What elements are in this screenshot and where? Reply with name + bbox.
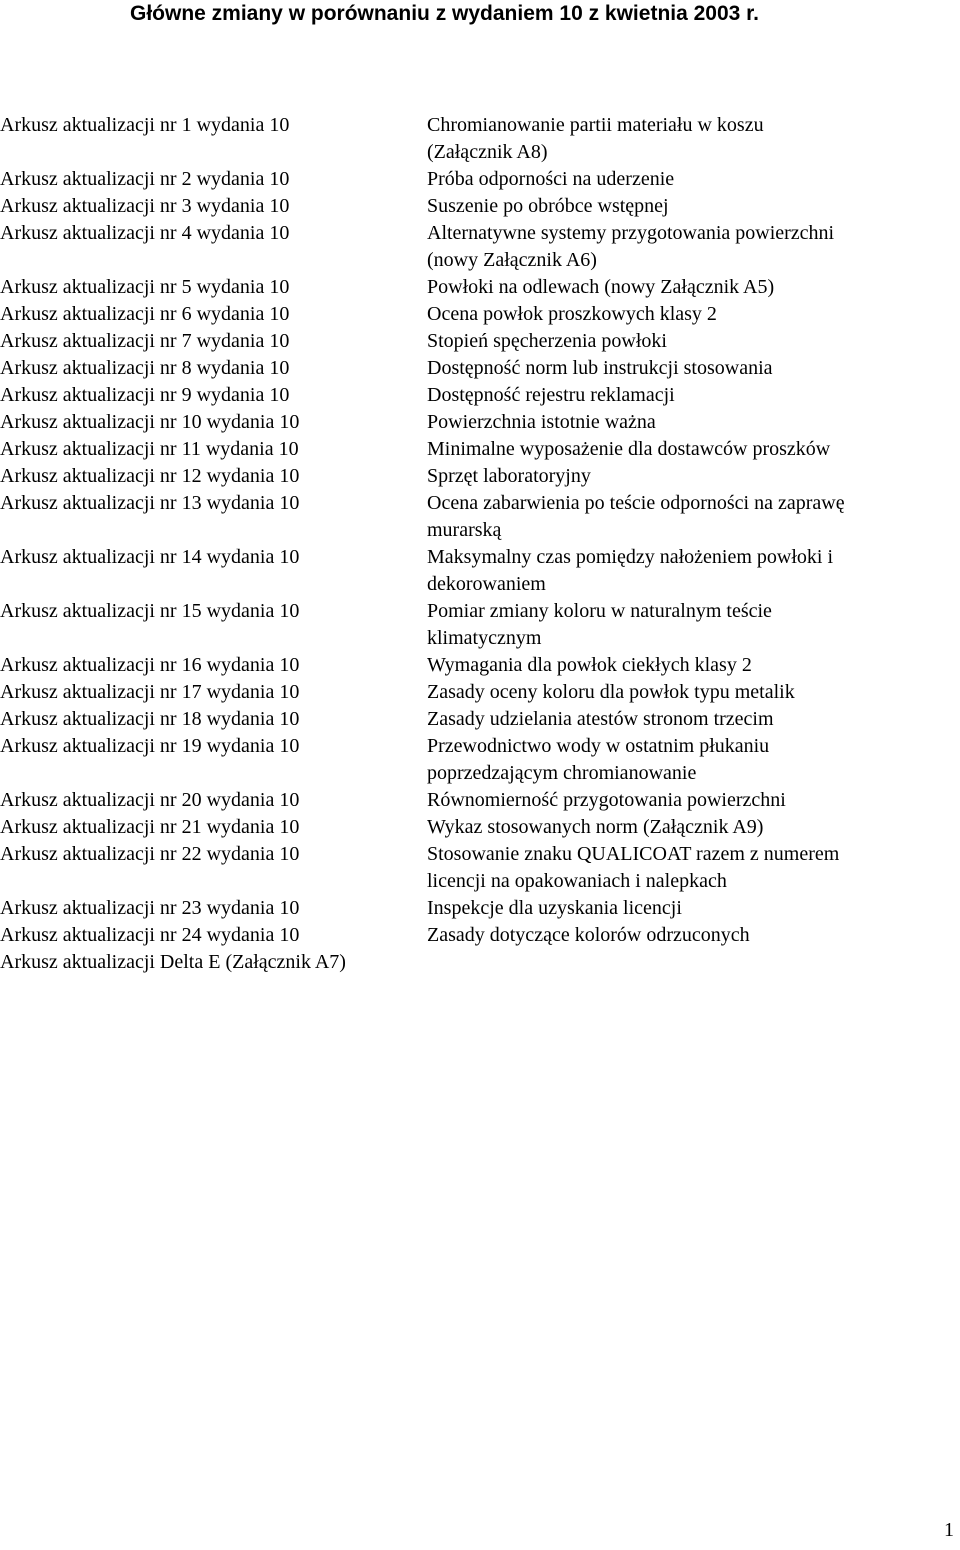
update-sheet-label: Arkusz aktualizacji nr 17 wydania 10 <box>0 681 300 703</box>
change-description <box>427 274 927 301</box>
change-description <box>427 328 927 355</box>
change-description-line: Chromianowanie partii materiału w koszu <box>427 114 764 136</box>
change-description <box>427 895 927 922</box>
list-item <box>0 112 960 166</box>
list-item <box>0 193 960 220</box>
change-description-line: Alternatywne systemy przygotowania powierzchni <box>427 222 835 244</box>
list-item <box>0 301 960 328</box>
change-description <box>427 490 927 544</box>
change-description <box>427 814 927 841</box>
change-description-line: (nowy Załącznik A6) <box>427 249 597 271</box>
change-description <box>427 220 927 274</box>
list-item <box>0 166 960 193</box>
change-description <box>427 355 927 382</box>
list-item <box>0 490 960 544</box>
change-description <box>427 652 927 679</box>
change-description <box>427 112 927 166</box>
list-item <box>0 355 960 382</box>
change-description-line: Dostępność norm lub instrukcji stosowania <box>427 357 773 379</box>
update-sheet-label: Arkusz aktualizacji nr 22 wydania 10 <box>0 843 300 865</box>
update-sheet-label: Arkusz aktualizacji nr 2 wydania 10 <box>0 168 290 190</box>
change-description <box>427 544 927 598</box>
change-description-line: Minimalne wyposażenie dla dostawców proszków <box>427 438 831 460</box>
change-description-line: Zasady dotyczące kolorów odrzuconych <box>427 924 750 946</box>
change-description-line: dekorowaniem <box>427 573 546 595</box>
change-description <box>440 949 940 976</box>
change-description <box>427 733 927 787</box>
update-sheet-label: Arkusz aktualizacji nr 11 wydania 10 <box>0 438 299 460</box>
change-description-line: Stopień spęcherzenia powłoki <box>427 330 667 352</box>
change-description <box>427 598 927 652</box>
change-description <box>427 382 927 409</box>
update-sheet-label: Arkusz aktualizacji nr 20 wydania 10 <box>0 789 300 811</box>
update-sheet-label: Arkusz aktualizacji nr 15 wydania 10 <box>0 600 300 622</box>
update-sheet-label: Arkusz aktualizacji nr 18 wydania 10 <box>0 708 300 730</box>
list-item <box>0 652 960 679</box>
change-description-line: Pomiar zmiany koloru w naturalnym teście <box>427 600 772 622</box>
change-description-line: Zasady oceny koloru dla powłok typu metalik <box>427 681 795 703</box>
list-item <box>0 733 960 787</box>
list-item <box>0 436 960 463</box>
list-item <box>0 922 960 949</box>
change-description-line: Ocena zabarwienia po teście odporności na zaprawę <box>427 492 845 514</box>
list-item <box>0 949 960 976</box>
change-description-line: poprzedzającym chromianowanie <box>427 762 697 784</box>
update-sheet-label: Arkusz aktualizacji nr 7 wydania 10 <box>0 330 290 352</box>
list-item <box>0 679 960 706</box>
change-description-line: Sprzęt laboratoryjny <box>427 465 591 487</box>
change-description-line: murarską <box>427 519 502 541</box>
change-description-line: Zasady udzielania atestów stronom trzecim <box>427 708 774 730</box>
change-description-line: Ocena powłok proszkowych klasy 2 <box>427 303 717 325</box>
change-description-line: Wykaz stosowanych norm (Załącznik A9) <box>427 816 764 838</box>
change-description <box>427 922 927 949</box>
change-description-line: Przewodnictwo wody w ostatnim płukaniu <box>427 735 770 757</box>
update-sheet-label: Arkusz aktualizacji nr 8 wydania 10 <box>0 357 290 379</box>
update-sheet-label: Arkusz aktualizacji nr 4 wydania 10 <box>0 222 290 244</box>
update-sheet-label: Arkusz aktualizacji nr 1 wydania 10 <box>0 114 290 136</box>
list-item <box>0 274 960 301</box>
change-description <box>427 436 927 463</box>
list-item <box>0 409 960 436</box>
list-item <box>0 382 960 409</box>
page-title: Główne zmiany w porównaniu z wydaniem 10 z kwietnia 2003 r. <box>130 2 760 25</box>
change-description-line: Wymagania dla powłok ciekłych klasy 2 <box>427 654 752 676</box>
update-sheet-label: Arkusz aktualizacji nr 24 wydania 10 <box>0 924 300 946</box>
change-description <box>427 841 927 895</box>
change-description-line: Równomierność przygotowania powierzchni <box>427 789 786 811</box>
update-sheet-label: Arkusz aktualizacji nr 19 wydania 10 <box>0 735 300 757</box>
list-item <box>0 706 960 733</box>
change-description-line: Suszenie po obróbce wstępnej <box>427 195 669 217</box>
page-number: 1 <box>944 1519 954 1541</box>
update-sheet-list <box>0 112 960 976</box>
update-sheet-label: Arkusz aktualizacji nr 6 wydania 10 <box>0 303 290 325</box>
update-sheet-label: Arkusz aktualizacji nr 21 wydania 10 <box>0 816 300 838</box>
change-description-line: Powłoki na odlewach (nowy Załącznik A5) <box>427 276 775 298</box>
change-description-line: (Załącznik A8) <box>427 141 548 163</box>
change-description-line: Dostępność rejestru reklamacji <box>427 384 675 406</box>
list-item <box>0 787 960 814</box>
update-sheet-label: Arkusz aktualizacji nr 10 wydania 10 <box>0 411 300 433</box>
list-item <box>0 220 960 274</box>
change-description <box>427 787 927 814</box>
update-sheet-label: Arkusz aktualizacji Delta E (Załącznik A7) <box>0 951 346 973</box>
change-description-line: klimatycznym <box>427 627 542 649</box>
change-description-line: licencji na opakowaniach i nalepkach <box>427 870 727 892</box>
change-description-line: Powierzchnia istotnie ważna <box>427 411 656 433</box>
list-item <box>0 598 960 652</box>
list-item <box>0 814 960 841</box>
update-sheet-label: Arkusz aktualizacji nr 23 wydania 10 <box>0 897 300 919</box>
update-sheet-label: Arkusz aktualizacji nr 5 wydania 10 <box>0 276 290 298</box>
update-sheet-label: Arkusz aktualizacji nr 13 wydania 10 <box>0 492 300 514</box>
update-sheet-label: Arkusz aktualizacji nr 12 wydania 10 <box>0 465 300 487</box>
change-description-line: Maksymalny czas pomiędzy nałożeniem powłoki i <box>427 546 834 568</box>
change-description <box>427 409 927 436</box>
update-sheet-label: Arkusz aktualizacji nr 9 wydania 10 <box>0 384 290 406</box>
change-description <box>427 166 927 193</box>
change-description-line: Inspekcje dla uzyskania licencji <box>427 897 682 919</box>
update-sheet-label: Arkusz aktualizacji nr 14 wydania 10 <box>0 546 300 568</box>
update-sheet-label: Arkusz aktualizacji nr 16 wydania 10 <box>0 654 300 676</box>
change-description <box>427 463 927 490</box>
change-description <box>427 706 927 733</box>
list-item <box>0 463 960 490</box>
update-sheet-label: Arkusz aktualizacji nr 3 wydania 10 <box>0 195 290 217</box>
list-item <box>0 895 960 922</box>
change-description <box>427 679 927 706</box>
change-description <box>427 301 927 328</box>
change-description-line: Stosowanie znaku QUALICOAT razem z numerem <box>427 843 840 865</box>
list-item <box>0 328 960 355</box>
list-item <box>0 544 960 598</box>
change-description-line: Próba odporności na uderzenie <box>427 168 675 190</box>
list-item <box>0 841 960 895</box>
change-description <box>427 193 927 220</box>
